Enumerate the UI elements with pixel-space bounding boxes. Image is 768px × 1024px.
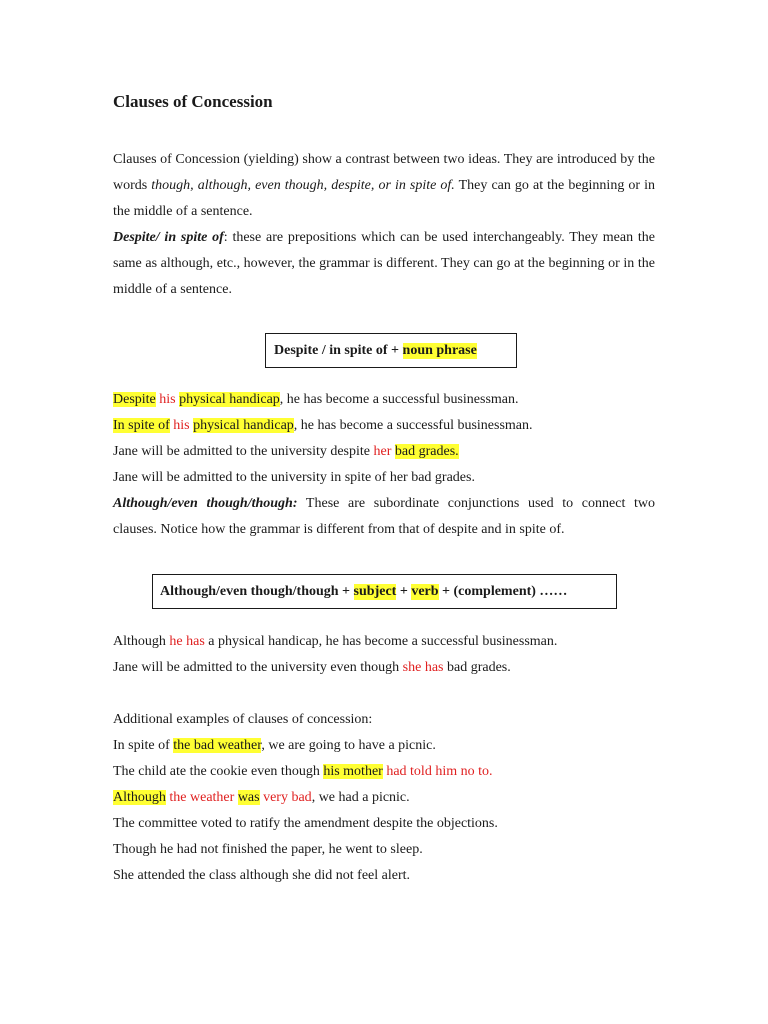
intro-words: though, although, even though, despite, or in spite of. [151,178,455,194]
example-line: In spite of his physical handicap, he has become a successful businessman. [113,418,533,433]
example-line: Jane will be admitted to the university in spite of her bad grades. [113,470,475,485]
intro-text-1: Clauses of Concession (yielding) show a contrast between two ideas. They are introduced by the words [113,152,655,194]
page-title: Clauses of Concession [113,92,273,111]
despite-paragraph [113,225,655,304]
despite-text: : these are prepositions which can be used interchangeably. They mean the same as although, etc., however, the grammar is different. They can go at the beginning or in the middle of a sentence. [113,230,655,298]
example-line: The child ate the cookie even though his mother had told him no to. [113,764,493,779]
intro-paragraph [113,147,655,226]
despite-term: Despite/ in spite of [113,230,224,245]
although-term: Although/even though/though: [113,496,298,511]
example-line: In spite of the bad weather, we are going to have a picnic. [113,738,436,753]
formula-2-subject: subject [353,583,397,599]
formula-2-prefix: Although/even though/though + [160,583,354,599]
example-line: Though he had not finished the paper, he went to sleep. [113,842,423,857]
although-text: These are subordinate conjunctions used to connect two clauses. Notice how the grammar is different from that of despite and in spite of. [113,496,656,538]
example-line: Despite his physical handicap, he has become a successful businessman. [113,392,519,407]
example-line: Although the weather was very bad, we had a picnic. [113,790,410,805]
although-paragraph [113,491,655,543]
example-line: Jane will be admitted to the university even though she has bad grades. [113,660,511,675]
additional-heading: Additional examples of clauses of concession: [113,712,373,727]
example-line: She attended the class although she did not feel alert. [113,868,411,883]
example-line: The committee voted to ratify the amendment despite the objections. [113,816,498,831]
formula-box-although: Although/even though/though + subject + verb + (complement) …… [152,574,617,609]
formula-1-highlight: noun phrase [402,342,477,358]
example-line: Although he has a physical handicap, he has become a successful businessman. [113,634,558,649]
formula-2-verb: verb [411,583,439,599]
formula-1-prefix: Despite / in spite of + [274,342,403,358]
formula-box-despite [265,333,517,368]
intro-text-2: They can go at the beginning or in the middle of a sentence. [113,178,655,220]
example-line: Jane will be admitted to the university despite her bad grades. [113,444,459,459]
